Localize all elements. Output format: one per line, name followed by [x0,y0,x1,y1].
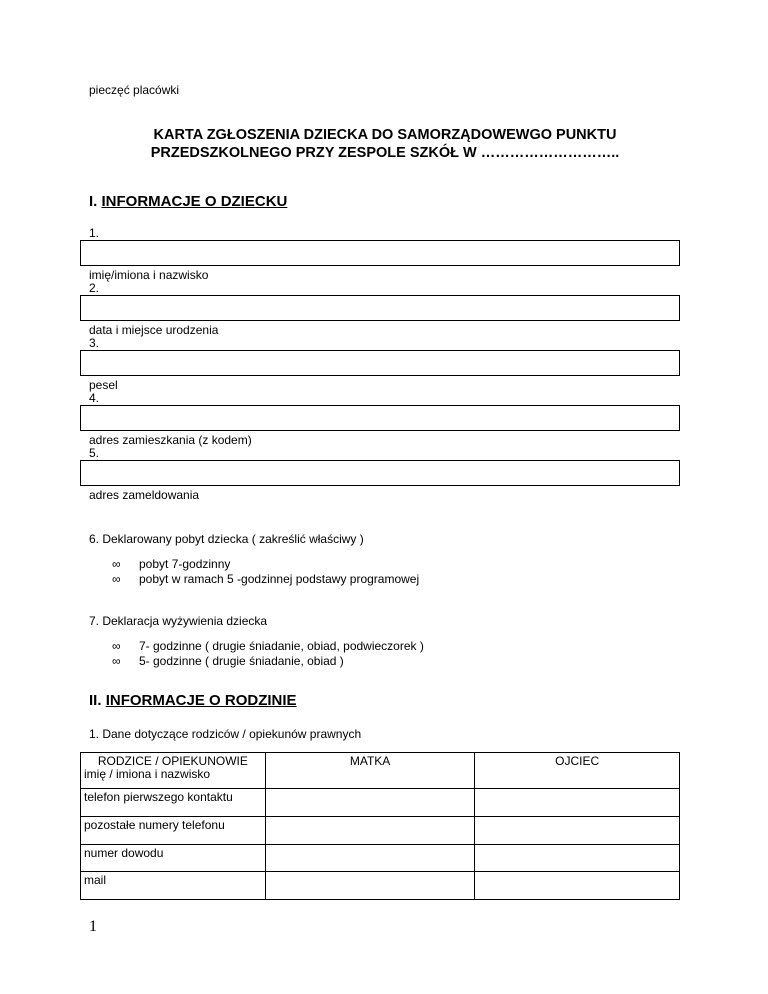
father-id-number-cell[interactable] [475,845,680,872]
page-number: 1 [89,918,97,935]
row-label-mail: mail [81,872,266,900]
meal-option-label: 7- godzinne ( drugie śniadanie, obiad, podwieczorek ) [139,639,424,653]
parents-intro: 1. Dane dotyczące rodziców / opiekunów prawnych [89,727,362,741]
table-row [81,789,680,817]
header-name-label: imię / imiona i nazwisko [84,767,211,781]
meal-options-list [112,639,424,669]
title-line-1: KARTA ZGŁOSZENIA DZIECKA DO SAMORZĄDOWEWGO PUNKTU [153,127,617,143]
stay-declaration-title: 6. Deklarowany pobyt dziecka ( zakreślić właściwy ) [89,532,364,546]
header-parents-label: RODZICE / OPIEKUNOWIE [97,754,248,768]
infinity-bullet-icon: ∞ [112,639,121,653]
meal-option-label: 5- godzinne ( drugie śniadanie, obiad ) [139,654,344,668]
child-name-field[interactable] [80,240,680,266]
field-5-number: 5. [89,446,100,460]
row-label-id-number: numer dowodu [81,845,266,872]
section-1-title: INFORMACJE O DZIECKU [101,193,288,210]
mother-id-number-cell[interactable] [265,845,475,872]
birth-date-place-field[interactable] [80,295,680,321]
mother-mail-cell[interactable] [265,872,475,900]
field-2-label: data i miejsce urodzenia [89,323,219,337]
stay-option-label: pobyt 7-godzinny [139,557,231,571]
section-2-heading [89,692,297,709]
table-header-row [81,753,680,789]
field-2-number: 2. [89,281,100,295]
header-parents-cell [81,753,266,789]
row-label-other-phones: pozostałe numery telefonu [81,817,266,845]
father-first-phone-cell[interactable] [475,789,680,817]
field-4-number: 4. [89,391,100,405]
section-2-title: INFORMACJE O RODZINIE [105,692,297,709]
field-3-label: pesel [89,378,118,392]
meal-option-7h[interactable] [112,639,424,654]
row-label-first-phone: telefon pierwszego kontaktu [81,789,266,817]
table-row [81,817,680,845]
meal-declaration-title: 7. Deklaracja wyżywienia dziecka [89,614,268,628]
meal-option-5h[interactable] [112,654,424,669]
section-1-heading [89,193,287,210]
field-4-label: adres zamieszkania (z kodem) [89,433,252,447]
field-1-label: imię/imiona i nazwisko [89,268,209,282]
infinity-bullet-icon: ∞ [112,572,121,586]
mother-first-phone-cell[interactable] [265,789,475,817]
table-row [81,845,680,872]
table-row [81,872,680,900]
pesel-field[interactable] [80,350,680,376]
stay-options-list [112,557,419,587]
father-other-phones-cell[interactable] [475,817,680,845]
stay-option-5h[interactable] [112,572,419,587]
stay-option-label: pobyt w ramach 5 -godzinnej podstawy programowej [139,572,420,586]
stamp-label: pieczęć placówki [89,83,180,97]
header-father: OJCIEC [475,753,680,789]
section-1-number: I. [89,193,98,210]
title-line-2: PRZEDSZKOLNEGO PRZY ZESPOLE SZKÓŁ W ……………………….. [150,145,620,161]
section-2-number: II. [89,692,102,709]
stay-option-7h[interactable] [112,557,419,572]
mother-other-phones-cell[interactable] [265,817,475,845]
infinity-bullet-icon: ∞ [112,557,121,571]
field-5-label: adres zameldowania [89,488,200,502]
field-3-number: 3. [89,336,100,350]
header-mother: MATKA [265,753,475,789]
document-title [90,126,680,162]
registered-address-field[interactable] [80,460,680,486]
parents-table [80,752,680,900]
father-mail-cell[interactable] [475,872,680,900]
field-1-number: 1. [89,226,100,240]
infinity-bullet-icon: ∞ [112,654,121,668]
residence-address-field[interactable] [80,405,680,431]
